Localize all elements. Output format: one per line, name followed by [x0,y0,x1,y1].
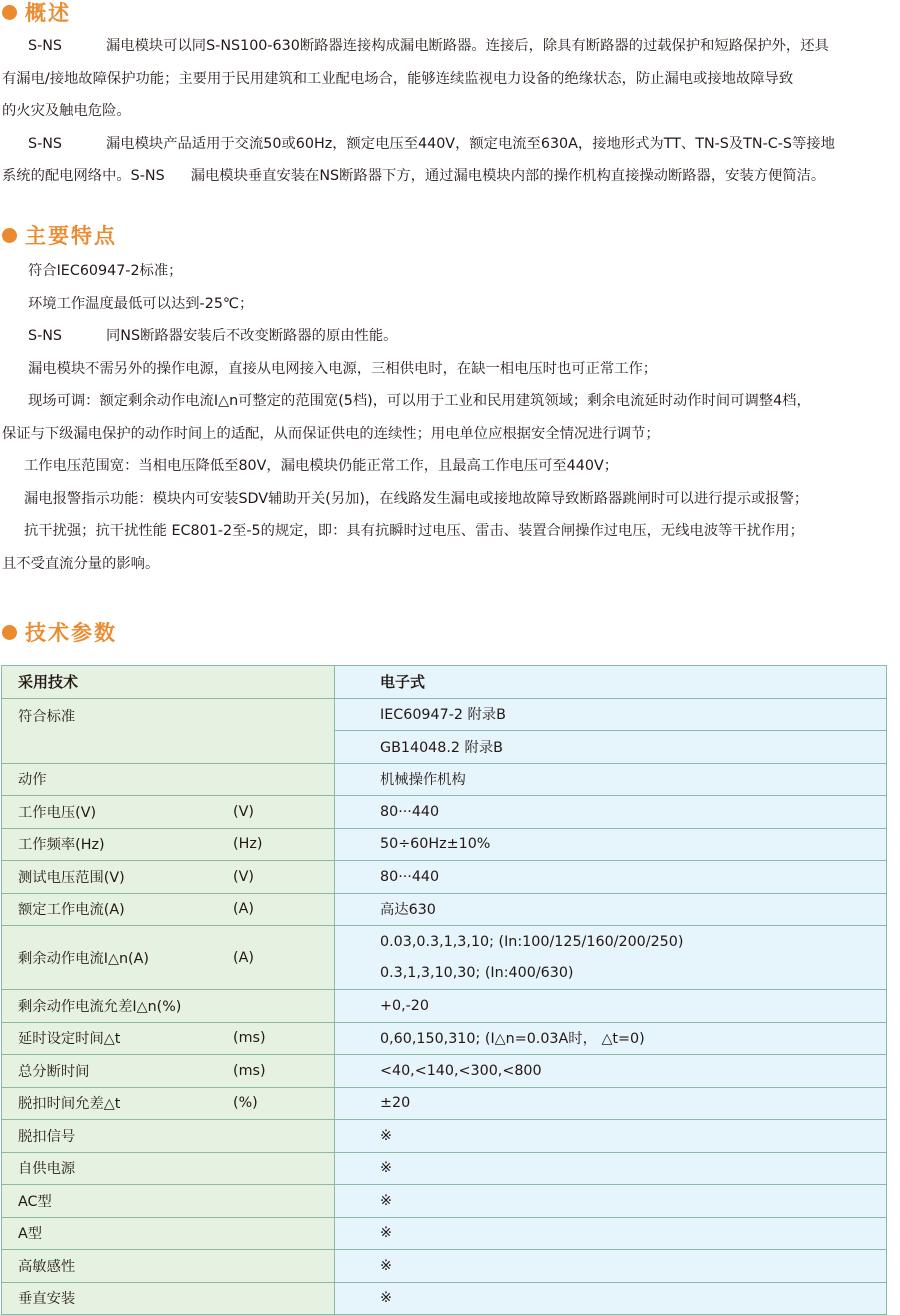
param-value: IEC60947-2 附录B [335,698,887,731]
tech-heading [2,617,117,647]
param-value: 电子式 [335,666,887,699]
param-cell [2,1022,335,1055]
param-unit: (V) [233,868,254,885]
feature-item: 抗干扰强；抗干扰性能 EC801-2至-5的规定，即：具有抗瞬时过电压、雷击、装置合闸操作过电压，无线电波等干扰作用； [24,523,804,539]
param-value: 机械操作机构 [335,763,887,796]
table-row [2,1282,887,1315]
param-cell [2,828,335,861]
param-value: GB14048.2 附录B [335,731,887,764]
param-value: ※ [335,1282,887,1315]
param-unit: (ms) [233,1030,266,1047]
param-cell [2,763,335,796]
table-row [2,1087,887,1120]
table-row [2,763,887,796]
overview-paragraphs [2,30,900,193]
param-name: 垂直安装 [18,1291,76,1308]
spec-table [1,665,887,1315]
overview-p1-line2: 有漏电/接地故障保护功能；主要用于民用建筑和工业配电场合，能够连续监视电力设备的绝缘状态，防止漏电或接地故障导致 [2,70,794,87]
features-heading [2,220,117,250]
table-row [2,828,887,861]
param-value: 高达630 [335,893,887,926]
param-cell [2,926,335,990]
text: 漏电模块可以同S-NS100-630断路器连接构成漏电断路器。连接后，除具有断路器的过载保护和短路保护外，还具 [106,38,829,54]
param-cell [2,1152,335,1185]
table-row [2,990,887,1023]
feature-item: 符合IEC60947-2标准； [28,263,183,279]
param-cell [2,698,335,763]
param-cell [2,666,335,699]
feature-item [2,320,900,353]
param-value: 0.3,1,3,10,30; (In:400/630) [335,958,887,990]
feature-item: 现场可调：额定剩余动作电流I△n可整定的范围宽(5档)，可以用于工业和民用建筑领域；剩余电流延时动作时间可调整4档， [28,393,811,409]
overview-p2-line1 [2,128,900,161]
bullet-dot-icon [2,5,17,20]
param-name: 延时设定时间△t [18,1031,121,1048]
param-cell [2,1087,335,1120]
param-name: 测试电压范围(V) [18,869,125,886]
param-name: 采用技术 [18,673,79,692]
param-unit: (V) [233,803,254,820]
table-row [2,861,887,894]
overview-heading [2,0,71,27]
overview-p1-line1 [2,30,900,63]
feature-item: 环境工作温度最低可以达到-25℃； [28,295,254,312]
param-name: 高敏感性 [18,1258,76,1275]
overview-title: 概述 [25,1,71,25]
param-name: 工作电压(V) [18,804,97,821]
param-value: ※ [335,1185,887,1218]
table-row [2,893,887,926]
table-row [2,1250,887,1283]
param-cell [2,1217,335,1250]
param-name: 总分断时间 [18,1063,90,1080]
table-row [2,1055,887,1088]
text: 同NS断路器安装后不改变断路器的原由性能。 [106,328,398,344]
overview-p1-line3: 的火灾及触电危险。 [2,103,131,119]
table-row [2,1022,887,1055]
table-row [2,1152,887,1185]
feature-item: 工作电压范围宽：当相电压降低至80V，漏电模块仍能正常工作，且最高工作电压可至440V； [24,458,619,474]
param-name: 脱扣时间允差△t [18,1096,121,1113]
table-row [2,926,887,958]
param-value: <40,<140,<300,<800 [335,1055,887,1088]
feature-item: 漏电报警指示功能：模块内可安装SDV辅助开关(另加)，在线路发生漏电或接地故障导致断路器跳闸时可以进行提示或报警； [24,490,809,507]
text: 漏电模块垂直安装在NS断路器下方，通过漏电模块内部的操作机构直接操动断路器，安装方便简洁。 [190,168,826,184]
product-code: S-NS [28,135,63,152]
features-list [2,255,900,580]
table-row [2,796,887,829]
table-row [2,1217,887,1250]
param-value: ±20 [335,1087,887,1120]
param-cell [2,796,335,829]
product-code: S-NS [28,38,63,54]
param-name: 剩余动作电流I△n(A) [18,950,149,967]
feature-item-cont: 且不受直流分量的影响。 [2,555,160,572]
tech-title: 技术参数 [25,621,117,645]
param-cell [2,1055,335,1088]
table-row [2,1185,887,1218]
feature-item-cont: 保证与下级漏电保护的动作时间上的适配，从而保证供电的连续性；用电单位应根据安全情况进行调节； [2,425,660,442]
param-name: AC型 [18,1193,52,1210]
param-value: 0.03,0.3,1,3,10; (In:100/125/160/200/250) [335,926,887,958]
param-cell [2,1250,335,1283]
param-unit: (A) [233,949,254,966]
text: 系统的配电网络中。S-NS [2,168,165,184]
table-row [2,698,887,731]
param-unit: (ms) [233,1062,266,1079]
param-value: 80···440 [335,796,887,829]
param-name: A型 [18,1226,43,1243]
param-unit: (Hz) [233,836,263,853]
param-value: +0,-20 [335,990,887,1023]
param-cell [2,990,335,1023]
product-code: S-NS [28,328,63,344]
param-name: 动作 [18,772,47,789]
param-name: 额定工作电流(A) [18,902,125,919]
param-unit: (%) [233,1095,258,1112]
param-name: 脱扣信号 [18,1128,76,1145]
param-cell [2,1282,335,1315]
text: 漏电模块产品适用于交流50或60Hz，额定电压至440V，额定电流至630A，接地形式为TT、TN-S及TN-C-S等接地 [106,135,835,152]
table-row [2,1120,887,1153]
param-value: ※ [335,1120,887,1153]
param-value: 80···440 [335,861,887,894]
param-cell [2,893,335,926]
param-value: ※ [335,1217,887,1250]
param-value: ※ [335,1152,887,1185]
param-cell [2,1120,335,1153]
param-name: 剩余动作电流允差I△n(%) [18,998,182,1015]
param-name: 工作频率(Hz) [18,837,105,854]
features-title: 主要特点 [25,224,117,248]
param-cell [2,861,335,894]
feature-item: 漏电模块不需另外的操作电源，直接从电网接入电源，三相供电时，在缺一相电压时也可正常工作； [28,360,658,377]
bullet-dot-icon [2,228,17,243]
param-unit: (A) [233,901,254,918]
param-value: ※ [335,1250,887,1283]
table-row [2,666,887,699]
bullet-dot-icon [2,625,17,640]
param-name: 自供电源 [18,1161,76,1178]
param-value: 0,60,150,310; (I△n=0.03A时， △t=0) [335,1022,887,1055]
param-name: 符合标准 [18,708,76,725]
param-cell [2,1185,335,1218]
overview-p2-line2 [2,160,900,193]
param-value: 50÷60Hz±10% [335,828,887,861]
